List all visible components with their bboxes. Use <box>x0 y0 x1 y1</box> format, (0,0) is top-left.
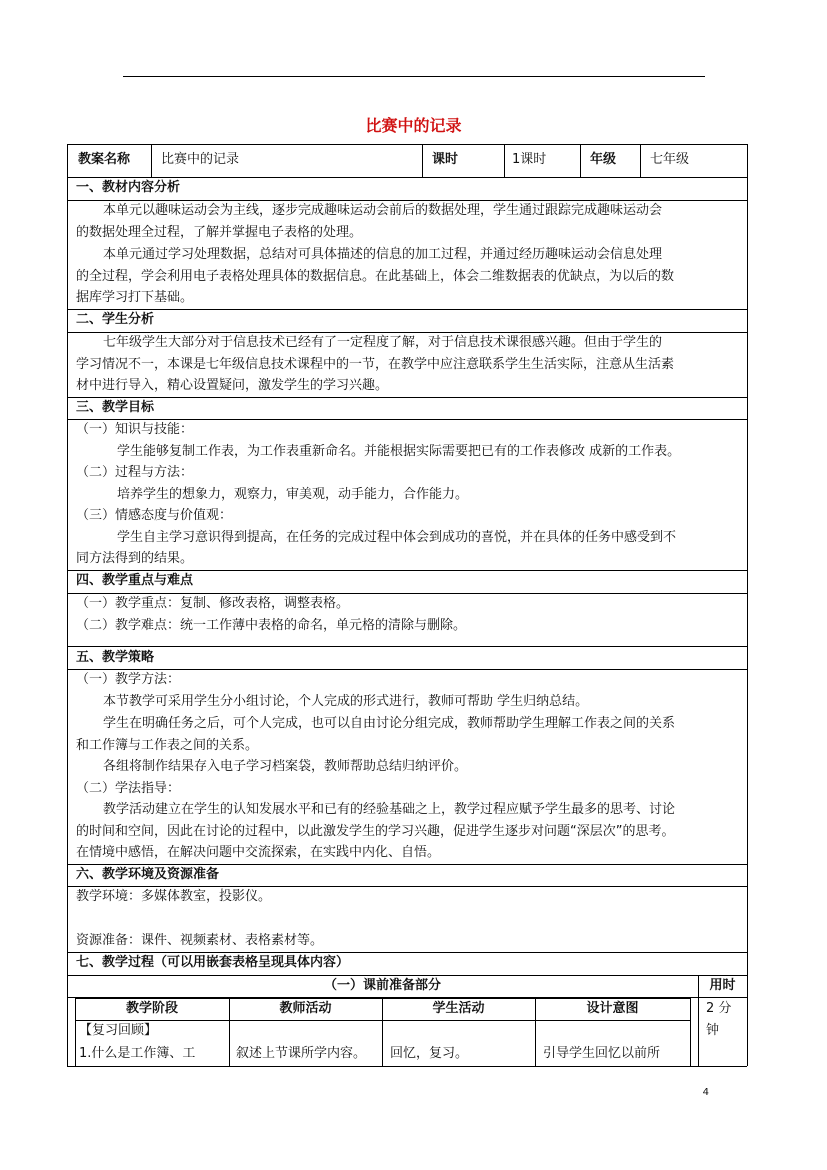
table-cell: 叙述上节课所学内容。 <box>236 1046 367 1061</box>
resources-line: 资源准备：课件、视频素材、表格素材等。 <box>76 933 324 948</box>
paragraph-line: 培养学生的想象力，观察力，审美观，动手能力，合作能力。 <box>117 487 469 502</box>
time-value: 2 分 <box>706 1001 732 1016</box>
time-value: 钟 <box>706 1023 720 1038</box>
section-heading: 二、学生分析 <box>76 312 155 327</box>
paragraph-line: 教学活动建立在学生的认知发展水平和已有的经验基础之上，教学过程应赋予学生最多的思考、讨论 <box>103 802 676 817</box>
hours-label: 课时 <box>432 152 459 167</box>
column-header: 教师活动 <box>279 1001 332 1016</box>
paragraph-line: 的数据处理全过程，了解并掌握电子表格的处理。 <box>76 225 363 240</box>
paragraph-line: 本单元以趣味运动会为主线，逐步完成趣味运动会前后的数据处理，学生通过跟踪完成趣味运动会 <box>103 203 663 218</box>
paragraph-line: （二）过程与方法： <box>76 465 194 480</box>
hours-value: 1课时 <box>512 152 547 167</box>
paragraph-line: 的时间和空间，因此在讨论的过程中，以此激发学生的学习兴趣，促进学生逐步对问题“深层次”的思考。 <box>76 824 675 839</box>
paragraph-line: 材中进行导入，精心设置疑问，激发学生的学习兴趣。 <box>76 378 389 393</box>
page-number: 4 <box>702 1087 709 1098</box>
paragraph-line: 学习情况不一，本课是七年级信息技术课程中的一节，在教学中应注意联系学生生活实际，注意从生活素 <box>76 357 675 372</box>
paragraph-line: 学生能够复制工作表，为工作表重新命名。并能根据实际需要把已有的工作表修改 成新的工作表。 <box>117 444 681 459</box>
paragraph-line: （一）教学方法： <box>76 672 181 687</box>
paragraph-line: 学生自主学习意识得到提高，在任务的完成过程中体会到成功的喜悦，并在具体的任务中感受到不 <box>117 530 677 545</box>
header-rule <box>123 76 705 77</box>
paragraph-line: 各组将制作结果存入电子学习档案袋，教师帮助总结归纳评价。 <box>103 759 468 774</box>
column-header: 教学阶段 <box>125 1001 178 1016</box>
table-cell: 【复习回顾】 <box>79 1023 158 1038</box>
environment-line: 教学环境：多媒体教室，投影仪。 <box>76 889 272 904</box>
time-header: 用时 <box>709 978 736 993</box>
paragraph-line: （一）知识与技能： <box>76 422 194 437</box>
paragraph-line: （二）教学难点：统一工作薄中表格的命名，单元格的清除与删除。 <box>76 618 467 633</box>
document-title: 比赛中的记录 <box>365 116 462 135</box>
paragraph-line: （一）教学重点：复制、修改表格，调整表格。 <box>76 596 350 611</box>
column-header: 学生活动 <box>432 1001 485 1016</box>
paragraph-line: 据库学习打下基础。 <box>76 290 194 305</box>
section-heading: 一、教材内容分析 <box>76 180 181 195</box>
table-cell: 回忆，复习。 <box>390 1046 469 1061</box>
paragraph-line: 和工作簿与工作表之间的关系。 <box>76 738 259 753</box>
paragraph-line: 本节教学可采用学生分小组讨论，个人完成的形式进行，教师可帮助 学生归纳总结。 <box>103 694 589 709</box>
grade-value: 七年级 <box>650 152 690 167</box>
subsection-heading: （一）课前准备部分 <box>323 978 441 993</box>
section-heading: 三、教学目标 <box>76 400 155 415</box>
paragraph-line: 同方法得到的结果。 <box>76 551 194 566</box>
column-header: 设计意图 <box>586 1001 639 1016</box>
section-heading: 七、教学过程（可以用嵌套表格呈现具体内容） <box>76 955 350 970</box>
lesson-name-label: 教案名称 <box>78 152 131 167</box>
grade-label: 年级 <box>590 152 617 167</box>
paragraph-line: 的全过程，学会利用电子表格处理具体的数据信息。在此基础上，体会二维数据表的优缺点，为以后的数 <box>76 269 675 284</box>
lesson-name-value: 比赛中的记录 <box>161 152 240 167</box>
paragraph-line: 七年级学生大部分对于信息技术已经有了一定程度了解，对于信息技术课很感兴趣。但由于学生的 <box>103 335 663 350</box>
paragraph-line: 学生在明确任务之后，可个人完成，也可以自由讨论分组完成，教师帮助学生理解工作表之间的关系 <box>103 716 676 731</box>
paragraph-line: （三）情感态度与价值观： <box>76 508 233 523</box>
section-heading: 六、教学环境及资源准备 <box>76 867 220 882</box>
section-heading: 五、教学策略 <box>76 650 155 665</box>
paragraph-line: 本单元通过学习处理数据，总结对可具体描述的信息的加工过程，并通过经历趣味运动会信息处理 <box>103 247 663 262</box>
paragraph-line: （二）学法指导： <box>76 781 181 796</box>
paragraph-line: 在情境中感悟，在解决问题中交流探索，在实践中内化、自悟。 <box>76 845 441 860</box>
table-cell: 引导学生回忆以前所 <box>543 1046 661 1061</box>
section-heading: 四、教学重点与难点 <box>76 573 194 588</box>
table-cell: 1.什么是工作簿、工 <box>79 1046 196 1061</box>
